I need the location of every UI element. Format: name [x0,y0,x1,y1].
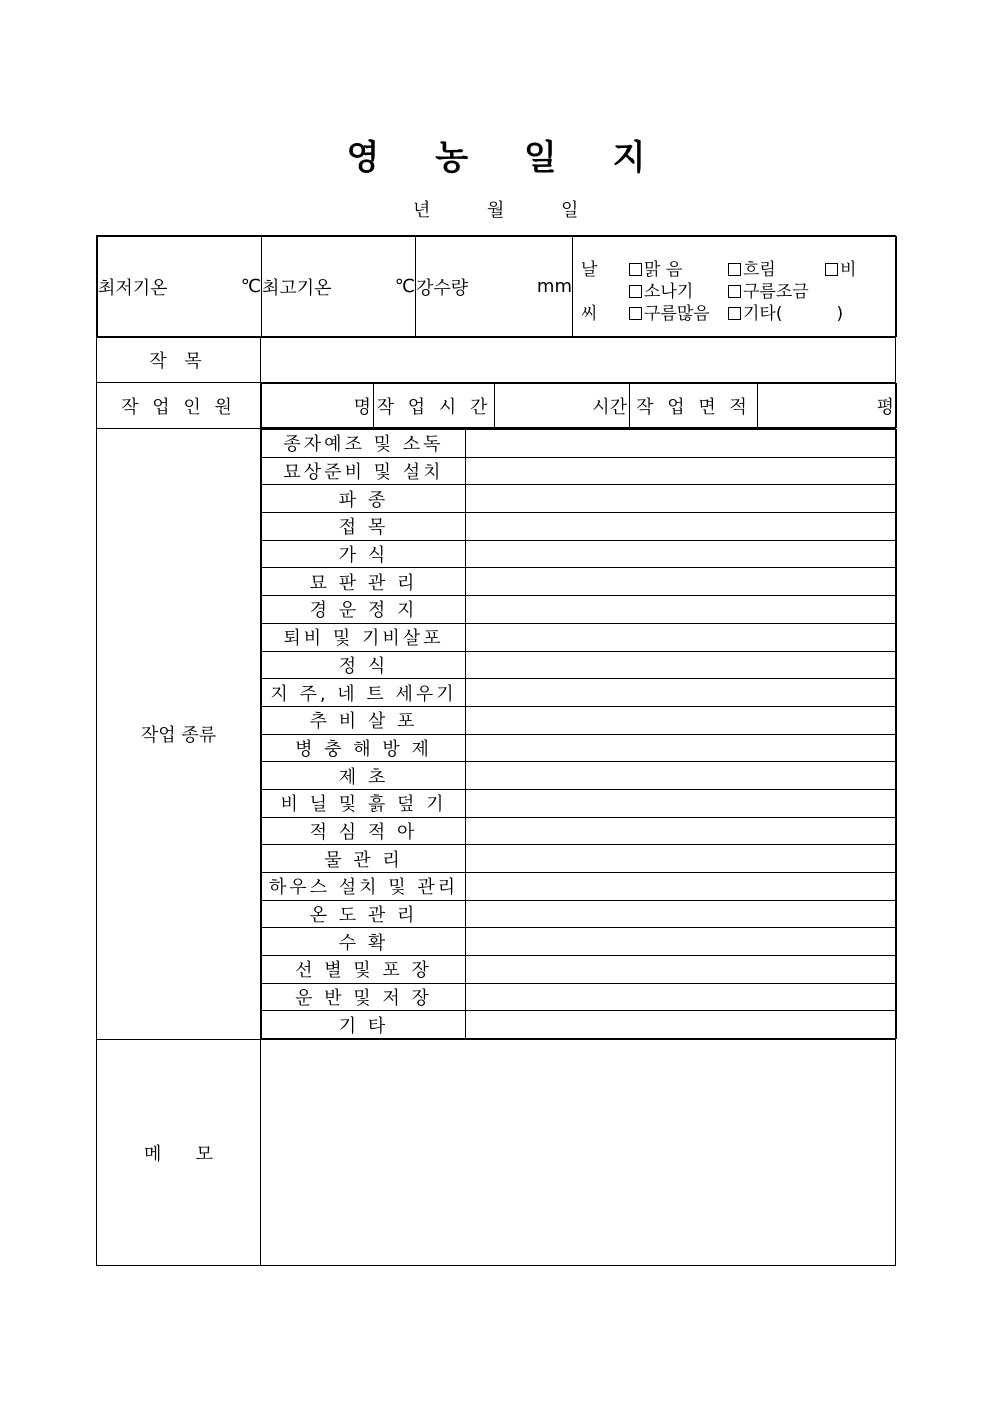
task-row [262,513,897,541]
task-input[interactable] [466,430,897,458]
rain-unit: mm [536,276,572,297]
task-label: 종자예조 및 소독 [262,430,466,458]
task-row [262,734,897,762]
checkbox-icon[interactable] [728,263,741,276]
task-label: 퇴비 및 기비살포 [262,623,466,651]
task-row [262,928,897,956]
task-row [262,679,897,707]
task-row [262,706,897,734]
task-label: 운 반 및 저 장 [262,983,466,1011]
task-label: 수 확 [262,928,466,956]
farm-diary-form [96,235,896,1266]
memo-label: 메 모 [97,1040,261,1266]
checkbox-icon[interactable] [728,307,741,320]
task-input[interactable] [466,706,897,734]
task-label: 기 타 [262,1011,466,1039]
task-label: 접 목 [262,513,466,541]
weather-option-shower[interactable]: 소나기 [629,277,693,302]
task-input[interactable] [466,928,897,956]
task-label: 적 심 적 아 [262,817,466,845]
task-row [262,900,897,928]
checkbox-icon[interactable] [629,263,642,276]
task-label: 경 운 정 지 [262,596,466,624]
task-input[interactable] [466,679,897,707]
task-input[interactable] [466,956,897,984]
task-label: 추 비 살 포 [262,706,466,734]
task-row [262,873,897,901]
workers-input[interactable] [262,384,374,428]
task-label: 지 주, 네 트 세우기 [262,679,466,707]
task-label: 비 닐 및 흙 덮 기 [262,789,466,817]
checkbox-icon[interactable] [825,263,838,276]
task-input[interactable] [466,762,897,790]
task-label: 제 초 [262,762,466,790]
weather-row [97,236,896,338]
crop-label: 작 목 [97,338,261,383]
task-row [262,651,897,679]
weather-option-rain[interactable]: 비 [825,255,856,280]
date-month-label: 월 [487,200,505,221]
max-temp-cell[interactable] [262,237,416,337]
task-input[interactable] [466,540,897,568]
task-input[interactable] [466,1011,897,1039]
area-label: 작 업 면 적 [630,384,758,428]
hours-label: 작 업 시 간 [374,384,495,428]
work-type-label: 작업 종류 [97,429,261,1040]
task-row [262,568,897,596]
task-input[interactable] [466,817,897,845]
rain-cell[interactable] [416,237,573,337]
weather-option-partly-cloudy[interactable]: 구름조금 [728,277,809,302]
task-input[interactable] [466,900,897,928]
date-day-label: 일 [561,200,579,221]
weather-option-mostly-cloudy[interactable]: 구름많음 [629,299,710,324]
workers-label: 작 업 인 원 [97,383,261,429]
task-input[interactable] [466,845,897,873]
task-row [262,789,897,817]
hours-unit: 시간 [592,396,627,418]
task-input[interactable] [466,873,897,901]
task-label: 병 충 해 방 제 [262,734,466,762]
weather-label-top: 날 [581,259,598,280]
workers-unit: 명 [353,396,371,418]
task-label: 온 도 관 리 [262,900,466,928]
weather-label-bottom: 씨 [581,303,598,324]
task-input[interactable] [466,983,897,1011]
task-row [262,983,897,1011]
task-label: 선 별 및 포 장 [262,956,466,984]
min-temp-label: 최저기온 [98,277,168,299]
task-row [262,956,897,984]
task-input[interactable] [466,734,897,762]
task-row [262,457,897,485]
task-input[interactable] [466,513,897,541]
crop-input[interactable] [261,338,896,383]
task-row [262,845,897,873]
work-type-list [261,429,896,1040]
task-input[interactable] [466,651,897,679]
weather-option-other[interactable]: 기타( ) [728,299,843,324]
rain-label: 강수량 [416,277,469,299]
area-input[interactable] [758,384,897,428]
task-label: 물 관 리 [262,845,466,873]
max-temp-label: 최고기온 [262,277,332,299]
task-label: 묘 판 관 리 [262,568,466,596]
task-label: 파 종 [262,485,466,513]
weather-cell [573,237,897,337]
task-label: 정 식 [262,651,466,679]
weather-option-clear[interactable]: 맑 음 [629,255,682,280]
task-row [262,1011,897,1039]
min-temp-cell[interactable] [98,237,262,337]
checkbox-icon[interactable] [728,285,741,298]
task-row [262,817,897,845]
task-input[interactable] [466,457,897,485]
task-row [262,596,897,624]
task-row [262,485,897,513]
task-input[interactable] [466,568,897,596]
task-row [262,540,897,568]
task-row [262,762,897,790]
task-input[interactable] [466,485,897,513]
checkbox-icon[interactable] [629,285,642,298]
page-title: 영 농 일 지 [346,138,668,178]
task-label: 가 식 [262,540,466,568]
task-row [262,623,897,651]
task-label: 묘상준비 및 설치 [262,457,466,485]
checkbox-icon[interactable] [629,307,642,320]
area-unit: 평 [876,396,894,418]
task-label: 하우스 설치 및 관리 [262,873,466,901]
hours-input[interactable] [495,384,630,428]
workers-row [261,383,896,429]
weather-option-cloudy[interactable]: 흐림 [728,255,776,280]
min-temp-unit: ℃ [240,276,261,297]
max-temp-unit: ℃ [394,276,415,297]
date-year-label: 년 [413,200,431,221]
task-input[interactable] [466,789,897,817]
task-input[interactable] [466,596,897,624]
task-input[interactable] [466,623,897,651]
date-line [0,196,992,222]
task-row [262,430,897,458]
memo-input[interactable] [261,1040,896,1266]
